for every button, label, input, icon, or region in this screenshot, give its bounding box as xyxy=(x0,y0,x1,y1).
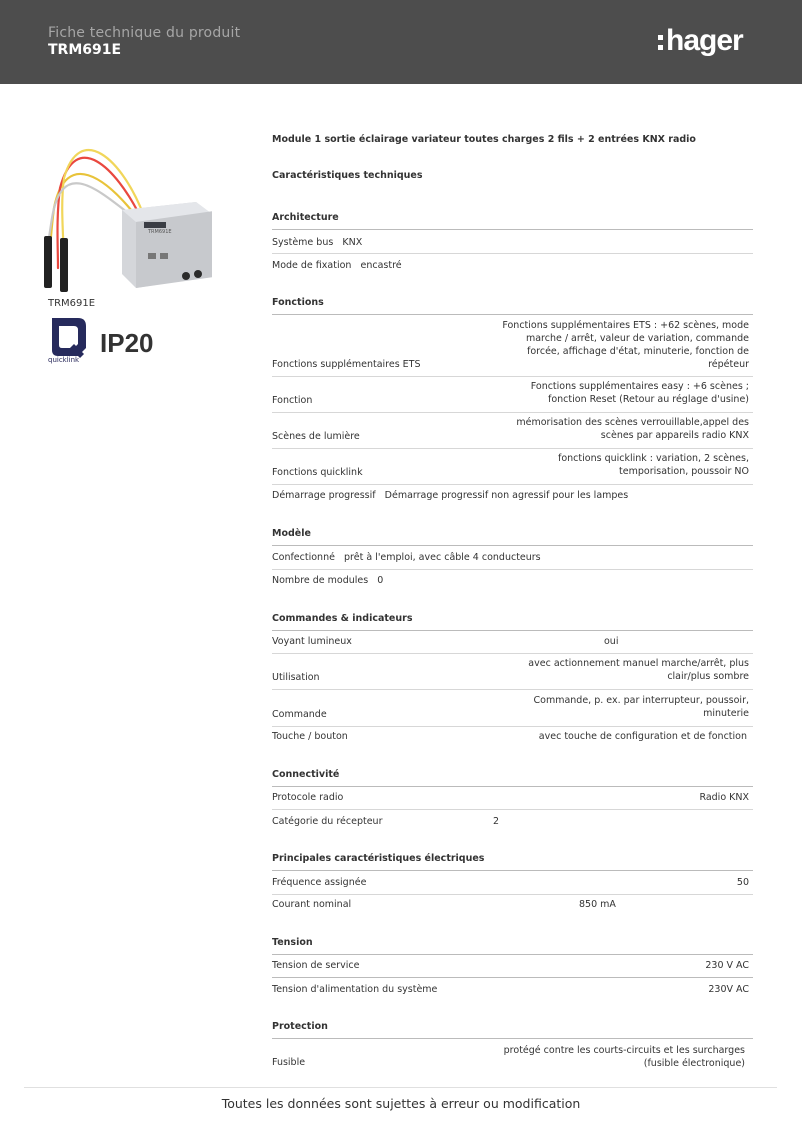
spec-label: Protocole radio xyxy=(272,792,344,803)
spec-value-line: Fonctions supplémentaires easy : +6 scènes ; xyxy=(530,381,749,392)
spec-value-line: fonctions quicklink : variation, 2 scènes, xyxy=(558,453,749,464)
spec-value: 2 xyxy=(493,816,500,827)
section-divider xyxy=(272,1038,753,1039)
section-title-fonctions: Fonctions xyxy=(272,297,324,308)
row-divider xyxy=(272,569,753,570)
spec-value-line: répéteur xyxy=(708,359,749,370)
section-divider xyxy=(272,954,753,955)
row-divider xyxy=(272,809,753,810)
quicklink-caption: quicklink xyxy=(48,356,80,364)
row-divider xyxy=(272,484,753,485)
spec-label: Touche / bouton xyxy=(272,731,348,742)
spec-value-line: minuterie xyxy=(703,708,749,719)
row-divider xyxy=(272,977,753,978)
spec-label: Utilisation xyxy=(272,672,320,683)
spec-value-line: forcée, affichage d'état, minuterie, fonction de xyxy=(527,346,749,357)
row-divider xyxy=(272,653,753,654)
spec-label: Scènes de lumière xyxy=(272,431,360,442)
spec-row xyxy=(272,1044,749,1074)
spec-value-line: mémorisation des scènes verrouillable,appel des xyxy=(516,417,749,428)
footer-divider xyxy=(24,1087,777,1088)
spec-row xyxy=(272,319,749,375)
section-title-electriques: Principales caractéristiques électriques xyxy=(272,853,485,864)
spec-label: Fonction xyxy=(272,395,313,406)
logo-dots-icon xyxy=(658,32,664,52)
spec-row xyxy=(272,452,749,482)
row-divider xyxy=(272,253,753,254)
spec-value: KNX xyxy=(342,237,363,248)
section-divider xyxy=(272,870,753,871)
row-divider xyxy=(272,726,753,727)
spec-value: encastré xyxy=(360,260,402,271)
spec-label: Commande xyxy=(272,709,327,720)
row-divider xyxy=(272,689,753,690)
spec-label: Tension d'alimentation du système xyxy=(272,984,438,995)
ip-rating-badge: IP20 xyxy=(100,328,154,358)
spec-label: Fusible xyxy=(272,1057,306,1068)
spec-value: 0 xyxy=(377,575,384,586)
spec-label: Fonctions quicklink xyxy=(272,467,363,478)
section-divider xyxy=(272,545,753,546)
section-title-commandes: Commandes & indicateurs xyxy=(272,613,413,624)
spec-label: Nombre de modules xyxy=(272,575,369,586)
product-photo xyxy=(36,118,226,298)
spec-row xyxy=(272,416,749,446)
footer-disclaimer: Toutes les données sont sujettes à erreur ou modification xyxy=(221,1096,581,1111)
row-divider xyxy=(272,412,753,413)
section-title-protection: Protection xyxy=(272,1021,328,1032)
spec-label: Confectionné xyxy=(272,552,335,563)
spec-value: Radio KNX xyxy=(699,792,749,803)
spec-value-line: clair/plus sombre xyxy=(667,671,749,682)
spec-label: Fréquence assignée xyxy=(272,877,367,888)
hager-logo xyxy=(658,24,743,58)
product-title: Module 1 sortie éclairage variateur toutes charges 2 fils + 2 entrées KNX radio xyxy=(272,134,696,145)
section-title-tension: Tension xyxy=(272,937,313,948)
section-title-modele: Modèle xyxy=(272,528,311,539)
row-divider xyxy=(272,894,753,895)
spec-value-line: Fonctions supplémentaires ETS : +62 scènes, mode xyxy=(502,320,749,331)
tech-heading: Caractéristiques techniques xyxy=(272,170,423,181)
section-title-connectivite: Connectivité xyxy=(272,769,340,780)
spec-value-line: scènes par appareils radio KNX xyxy=(600,430,749,441)
spec-value: oui xyxy=(604,636,619,647)
section-divider xyxy=(272,314,753,315)
spec-value-line: (fusible électronique) xyxy=(643,1058,745,1069)
section-divider xyxy=(272,630,753,631)
section-divider xyxy=(272,229,753,230)
spec-label: Démarrage progressif xyxy=(272,490,376,501)
spec-value-line: temporisation, poussoir NO xyxy=(619,466,749,477)
row-divider xyxy=(272,376,753,377)
spec-value-line: avec actionnement manuel marche/arrêt, plus xyxy=(528,658,749,669)
spec-value-line: Commande, p. ex. par interrupteur, poussoir, xyxy=(533,695,749,706)
spec-label: Système bus xyxy=(272,237,334,248)
spec-value: 50 xyxy=(736,877,749,888)
spec-row xyxy=(272,380,749,410)
section-divider xyxy=(272,786,753,787)
spec-value: avec touche de configuration et de fonction xyxy=(538,731,747,742)
row-divider xyxy=(272,448,753,449)
header-subtitle: Fiche technique du produit xyxy=(48,25,241,41)
spec-label: Catégorie du récepteur xyxy=(272,816,383,827)
logo-brand: hager xyxy=(666,24,743,57)
spec-value: 230V AC xyxy=(708,984,749,995)
spec-label: Tension de service xyxy=(272,960,360,971)
spec-value: 850 mA xyxy=(579,899,616,910)
svg-text:TRM691E: TRM691E xyxy=(148,229,172,235)
section-title-architecture: Architecture xyxy=(272,212,339,223)
spec-value: prêt à l'emploi, avec câble 4 conducteurs xyxy=(344,552,541,563)
spec-row xyxy=(272,694,749,724)
spec-row xyxy=(272,657,749,687)
spec-label: Voyant lumineux xyxy=(272,636,352,647)
product-reference: TRM691E xyxy=(48,298,96,309)
header-product-code: TRM691E xyxy=(48,42,122,58)
spec-label: Fonctions supplémentaires ETS xyxy=(272,359,421,370)
spec-value-line: marche / arrêt, valeur de variation, commande xyxy=(525,333,749,344)
spec-value-line: protégé contre les courts-circuits et les surcharges xyxy=(503,1045,745,1056)
spec-value: Démarrage progressif non agressif pour les lampes xyxy=(384,490,629,501)
spec-value-line: fonction Reset (Retour au réglage d'usine) xyxy=(548,394,749,405)
spec-label: Mode de fixation xyxy=(272,260,352,271)
page-header xyxy=(0,0,802,84)
spec-label: Courant nominal xyxy=(272,899,352,910)
spec-value: 230 V AC xyxy=(705,960,749,971)
